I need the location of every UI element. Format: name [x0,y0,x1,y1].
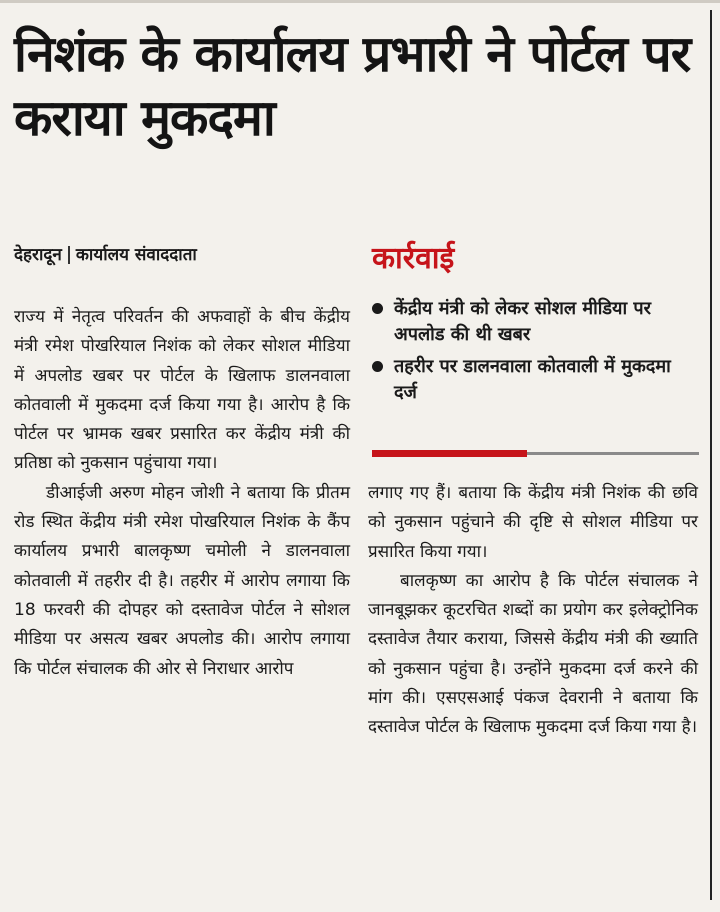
column-rule-right [710,10,712,900]
bullet-dot-icon [372,303,383,314]
byline-author: कार्यालय संवाददाता [75,245,197,265]
headline: निशंक के कार्यालय प्रभारी ने पोर्टल पर कराया मुकदमा [14,25,691,147]
article-paragraph: डीआईजी अरुण मोहन जोशी ने बताया कि प्रीतम रोड स्थित केंद्रीय मंत्री रमेश पोखरियाल निशंक के कैंप कार्यालय प्रभारी बालकृष्ण चमोली ने डालनवाला कोतवाली में तहरीर दी है। तहरीर में आरोप लगाया कि 18 फरवरी की दोपहर को दस्तावेज पोर्टल ने सोशल मीडिया पर असत्य खबर अपलोड की। आरोप लगाया कि पोर्टल संचालक की ओर से निराधार आरोप [14,482,350,679]
sidebar-bullet [368,354,698,406]
article-paragraph: राज्य में नेतृत्व परिवर्तन की अफवाहों के बीच केंद्रीय मंत्री रमेश पोखरियाल निशंक को लेकर सोशल मीडिया में अपलोड खबर पर पोर्टल के खिलाफ डालनवाला कोतवाली में मुकदमा दर्ज किया गया है। आरोप है कि पोर्टल पर भ्रामक खबर प्रसारित कर केंद्रीय मंत्री की प्रतिष्ठा को नुकसान पहुंचाया गया। [14,307,350,474]
sidebar-bullet-text: तहरीर पर डालनवाला कोतवाली में मुकदमा दर्ज [394,356,671,403]
sidebar-bullets [368,296,698,412]
article-column-right [368,479,698,743]
sidebar-red-divider [372,450,527,457]
sidebar-bullet [368,296,698,348]
sidebar-grey-divider [527,452,699,455]
byline-location: देहरादून [14,245,62,265]
sidebar-bullet-text: केंद्रीय मंत्री को लेकर सोशल मीडिया पर अपलोड की थी खबर [394,298,652,345]
bullet-dot-icon [372,361,383,372]
article-column-left [14,303,350,684]
byline [14,242,197,265]
sidebar-label: कार्रवाई [372,241,455,276]
article-paragraph: बालकृष्ण का आरोप है कि पोर्टल संचालक ने जानबूझकर कूटरचित शब्दों का प्रयोग कर इलेक्ट्रोनिक दस्तावेज तैयार कराया, जिससे केंद्रीय मंत्री की ख्याति को नुकसान पहुंचा है। उन्होंने मुकदमा दर्ज करने की मांग की। एसएसआई पंकज देवरानी ने बताया कि दस्तावेज पोर्टल के खिलाफ मुकदमा दर्ज किया गया है। [368,570,698,738]
article-paragraph: लगाए गए हैं। बताया कि केंद्रीय मंत्री निशंक की छवि को नुकसान पहुंचाने की दृष्टि से सोशल मीडिया पर प्रसारित किया गया। [368,483,698,562]
top-rule [0,0,720,3]
byline-separator [68,246,70,264]
